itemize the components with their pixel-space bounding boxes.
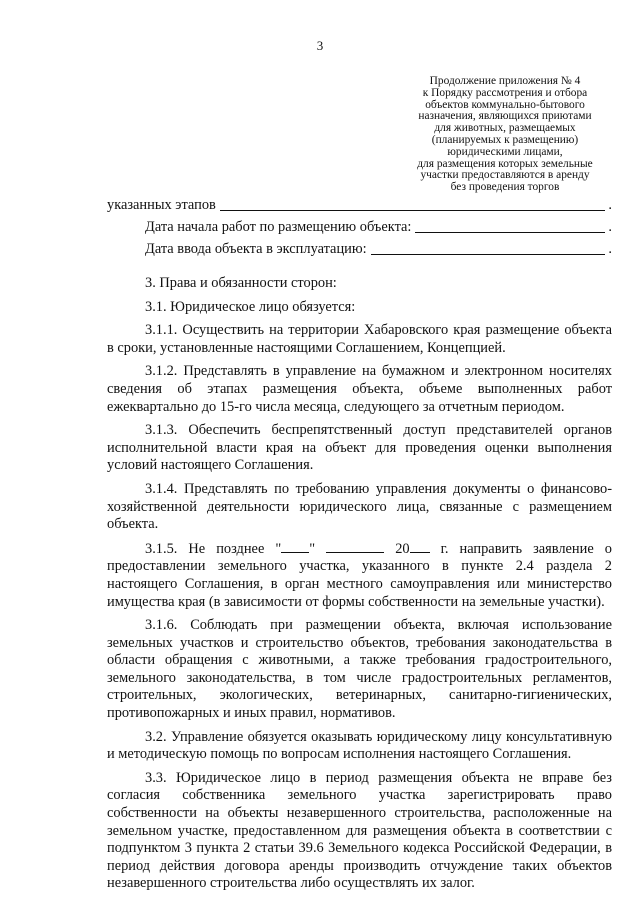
clause-3-1-2: 3.1.2. Представлять в управление на бумажном и электронном носителях сведения об этапах размещения объекта, объеме выполненных работ ежеквартально до 15-го числа месяца, следующего за отчетным периодом. [107, 363, 612, 415]
appendix-header [380, 76, 630, 194]
start-date-blank-line [415, 231, 605, 233]
commission-date-field [107, 237, 612, 259]
appendix-line: к Порядку рассмотрения и отбора [422, 86, 588, 99]
stages-label: указанных этапов [107, 197, 216, 214]
appendix-line: объектов коммунально-бытового [425, 98, 585, 111]
clause-3-1-5-body: о предоставлении земельного участка, указанного в пункте 2.4 раздела 2 настоящего Соглашения, в орган местного самоуправления или министерство имущества края (в зависимости от формы собственности на земельные участки). [107, 540, 612, 610]
appendix-line: для размещения которых земельные [417, 157, 593, 170]
clause-3-1-4: 3.1.4. Представлять по требованию управления документы о финансово-хозяйственной деятельности юридического лица, связанные с размещением объекта. [107, 480, 612, 533]
start-date-label: Дата начала работ по размещению объекта: [145, 219, 412, 236]
commission-date-blank-line [371, 253, 606, 255]
line-end: . [608, 241, 612, 258]
clause-3-1-5-prefix: 3.1.5. Не позднее " [145, 540, 282, 557]
line-end: . [608, 197, 612, 214]
clause-3-1: 3.1. Юридическое лицо обязуется: [145, 298, 356, 315]
appendix-line: без проведения торгов [450, 181, 560, 194]
year-prefix: 20 [395, 540, 410, 557]
month-blank [326, 540, 384, 553]
commission-date-label: Дата ввода объекта в эксплуатацию: [145, 241, 367, 258]
clause-3-1-5-rest: г. направить заявление [440, 540, 594, 557]
line-end: . [608, 219, 612, 236]
year-blank [410, 540, 430, 553]
appendix-line: для животных, размещаемых [434, 122, 576, 135]
appendix-line: юридическими лицами, [447, 145, 563, 158]
document-body [107, 193, 612, 893]
clause-3-1-5 [107, 540, 612, 611]
page-number: 3 [316, 38, 324, 53]
clause-3-1-3: 3.1.3. Обеспечить беспрепятственный доступ представителей органов исполнительной власти края на объект для проведения оценки выполнения условий настоящего Соглашения. [107, 422, 612, 474]
appendix-line: (планируемых к размещению) [431, 133, 579, 146]
section-title: 3. Права и обязанности сторон: [145, 275, 337, 291]
stages-blank-line [220, 209, 606, 211]
clause-3-2: 3.2. Управление обязуется оказывать юридическому лицу консультативную и методическую помощь по вопросам исполнения настоящего Соглашения. [107, 728, 612, 763]
appendix-line: Продолжение приложения № 4 [429, 75, 581, 87]
appendix-line: участки предоставляются в аренду [420, 169, 590, 182]
clause-3-1-5-quote: " [309, 540, 316, 557]
day-blank [281, 540, 309, 553]
stages-field [107, 193, 612, 215]
clause-3-1-1: 3.1.1. Осуществить на территории Хабаровского края размещение объекта в сроки, установленные настоящими Соглашением, Концепцией. [107, 322, 612, 356]
start-date-field [107, 215, 612, 237]
clause-3-1-6: 3.1.6. Соблюдать при размещении объекта, включая использование земельных участков и строительство объектов, требования законодательства в области обращения с животными, а также требования градостроительного, земельного законодательства, в том числе градостроительных регламентов, строительных, экологических, ветеринарных, санитарно-гигиенических, противопожарных и иных правил, нормативов. [107, 617, 612, 722]
appendix-line: назначения, являющихся приютами [418, 110, 592, 123]
clause-3-3: 3.3. Юридическое лицо в период размещения объекта не вправе без согласия собственника земельного участка зарегистрировать право собственности на объекты незавершенного строительства, расположенные на земельном участке, предоставленном для размещения объекта в соответствии с подпунктом 3 пункта 2 статьи 39.6 Земельного кодекса Российской Федерации, в период действия договора аренды производить отчуждение таких объектов незавершенного строительства либо осуществлять их залог. [107, 769, 612, 892]
